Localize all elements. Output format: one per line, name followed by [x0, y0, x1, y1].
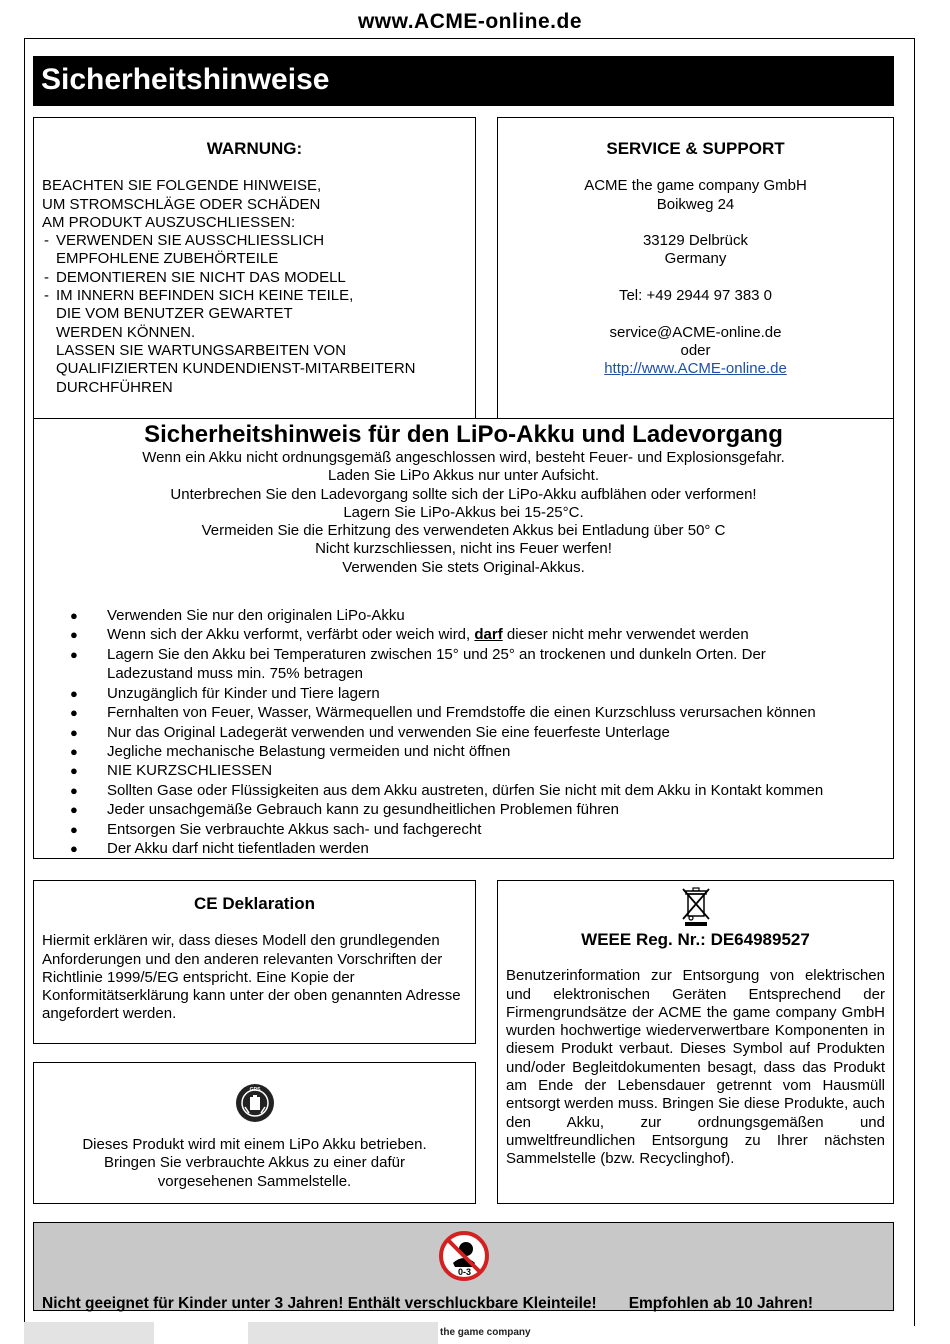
- warning-item: - VERWENDEN SIE AUSSCHLIESSLICH EMPFOHLENE ZUBEHÖRTEILE: [42, 232, 467, 269]
- weee-box: [497, 880, 894, 1204]
- warning-item-line: WERDEN KÖNNEN.: [56, 323, 196, 341]
- email[interactable]: service@ACME-online.de: [609, 323, 782, 341]
- list-item: ● Fernhalten von Feuer, Wasser, Wärmequellen und Fremdstoffe die einen Kurzschluss verursachen können: [70, 704, 816, 722]
- company-name: ACME the game company GmbH: [584, 177, 807, 195]
- list-item-text: Jeder unsachgemäße Gebrauch kann zu gesundheitlichen Problemen führen: [107, 801, 619, 819]
- svg-text:GRS: GRS: [249, 1087, 260, 1093]
- list-item-text: Fernhalten von Feuer, Wasser, Wärmequellen und Fremdstoffe die einen Kurzschluss verursachen können: [107, 704, 816, 722]
- list-item-text: Wenn sich der Akku verformt, verfärbt oder weich wird,: [107, 626, 475, 644]
- emphasis-word: darf: [474, 626, 503, 644]
- list-item: ● Jegliche mechanische Belastung vermeiden und nicht öffnen: [70, 742, 511, 760]
- list-item-text: Der Akku darf nicht tiefentladen werden: [107, 839, 369, 857]
- warning-extra-line: DURCHFÜHREN: [56, 378, 173, 396]
- warning-extra-line: LASSEN SIE WARTUNGSARBEITEN VON: [56, 341, 347, 359]
- recommended-age: Empfohlen ab 10 Jahren!: [628, 1295, 814, 1312]
- service-box: [497, 117, 894, 419]
- list-item-text: dieser nicht mehr verwendet werden: [502, 626, 749, 644]
- list-item-text: Ladezustand muss min. 75% betragen: [107, 665, 363, 683]
- lipo-line: Wenn ein Akku nicht ordnungsgemäß angeschlossen wird, besteht Feuer- und Explosionsgefahr.: [142, 449, 785, 466]
- warning-item-line: IM INNERN BEFINDEN SICH KEINE TEILE,: [56, 287, 354, 305]
- recycle-line: Bringen Sie verbrauchte Akkus zu einer dafür: [103, 1154, 405, 1172]
- warning-heading: WARNUNG:: [206, 139, 303, 158]
- lipo-line: Vermeiden Sie die Erhitzung des verwendeten Akkus bei Entladung über 50° C: [201, 522, 726, 540]
- warning-extra: [42, 342, 467, 397]
- warning-intro-line: UM STROMSCHLÄGE ODER SCHÄDEN: [42, 195, 321, 213]
- list-item-text: Lagern Sie den Akku bei Temperaturen zwischen 15° und 25° an trockenen und dunkeln Orten. Der: [107, 645, 766, 663]
- warning-item: - IM INNERN BEFINDEN SICH KEINE TEILE, DIE VOM BENUTZER GEWARTET WERDEN KÖNNEN.: [42, 287, 467, 342]
- list-item: ● Entsorgen Sie verbrauchte Akkus sach- und fachgerecht: [70, 820, 482, 838]
- footer-text: the game company: [440, 1327, 531, 1338]
- country: Germany: [664, 250, 727, 268]
- ce-heading: CE Deklaration: [194, 894, 315, 913]
- list-item: ● Sollten Gase oder Flüssigkeiten aus dem Akku austreten, dürfen Sie nicht mit dem Akku in Kontakt kommen: [70, 781, 824, 799]
- list-item-text: Jegliche mechanische Belastung vermeiden und nicht öffnen: [107, 742, 511, 760]
- lipo-line: Lagern Sie LiPo-Akkus bei 15-25°C.: [343, 503, 584, 521]
- footer-bar: [24, 1322, 154, 1344]
- lipo-line: Nicht kurzschliessen, nicht ins Feuer werfen!: [315, 540, 612, 558]
- recycle-line: vorgesehenen Sammelstelle.: [157, 1172, 352, 1190]
- warning-list: [42, 232, 467, 342]
- lipo-line: Verwenden Sie stets Original-Akkus.: [342, 558, 585, 576]
- footer-bar: [248, 1322, 438, 1344]
- recycle-text: [42, 1136, 467, 1191]
- warning-item-line: VERWENDEN SIE AUSSCHLIESSLICH: [56, 232, 325, 250]
- warning-intro-line: AM PRODUKT AUSZUSCHLIESSEN:: [42, 213, 296, 231]
- lipo-line: Laden Sie LiPo Akkus nur unter Aufsicht.: [327, 467, 599, 485]
- list-item-text: NIE KURZSCHLIESSEN: [107, 762, 273, 780]
- lipo-box: [33, 418, 894, 859]
- list-item-text: Unzugänglich für Kinder und Tiere lagern: [107, 684, 380, 702]
- warning-intro: [42, 177, 467, 232]
- site-url: www.ACME-online.de: [357, 10, 583, 33]
- grs-battery-recycling-icon: [234, 1083, 276, 1123]
- service-address: [504, 177, 887, 378]
- lipo-heading: Sicherheitshinweis für den LiPo-Akku und Ladevorgang: [144, 421, 783, 448]
- warning-extra-line: QUALIFIZIERTEN KUNDENDIENST-MITARBEITERN: [56, 360, 416, 378]
- svg-text:0-3: 0-3: [457, 1267, 471, 1277]
- telephone: Tel: +49 2944 97 383 0: [618, 287, 773, 305]
- page-title: Sicherheitshinweise: [33, 56, 894, 106]
- ce-text: Hiermit erklären wir, dass dieses Modell den grundlegenden Anforderungen und den anderen relevanten Vorschriften der Richtlinie 1999/5/EG entspricht. Eine Kopie der Konformitätserklärung kann unter der oben genannten Adresse angefordert werden.: [42, 932, 461, 1023]
- warning-item-line: EMPFOHLENE ZUBEHÖRTEILE: [56, 250, 279, 268]
- warning-intro-line: BEACHTEN SIE FOLGENDE HINWEISE,: [42, 177, 322, 195]
- list-item-text: Verwenden Sie nur den originalen LiPo-Akku: [107, 607, 405, 625]
- list-item-text: Sollten Gase oder Flüssigkeiten aus dem Akku austreten, dürfen Sie nicht mit dem Akku in Kontakt kommen: [107, 781, 824, 799]
- warning-box: [33, 117, 476, 419]
- list-item-text: Nur das Original Ladegerät verwenden und verwenden Sie eine feuerfeste Unterlage: [107, 723, 670, 741]
- list-item: ● Wenn sich der Akku verformt, verfärbt oder weich wird, darf dieser nicht mehr verwendet werden: [70, 626, 749, 644]
- ce-declaration-box: [33, 880, 476, 1044]
- website-link[interactable]: http://www.ACME-online.de: [604, 360, 787, 378]
- list-item: ● Unzugänglich für Kinder und Tiere lagern: [70, 684, 380, 702]
- age-warning-text: [42, 1295, 813, 1313]
- or-text: oder: [680, 341, 711, 359]
- list-item: ● NIE KURZSCHLIESSEN: [70, 762, 273, 780]
- weee-text: Benutzerinformation zur Entsorgung von elektrischen und elektronischen Geräten Entsprechend der Firmengrundsätze der ACME the game company GmbH wurden hochwertige wiederverwertbare Komponenten in diesem Produkt verbaut. Dieses Symbol auf Produkten und/oder Begleitdokumenten besagt, dass das Produkt am Ende der Lebensdauer getrennt vom Hausmüll entsorgt werden muss. Bringen Sie diese Produkte, auch den Akku, zur ordnungsgemäßen und umweltfreundlichen Entsorgung zu Ihrer nächsten Sammelstelle (bzw. Recyclinghof).: [506, 967, 885, 1168]
- age-warning-banner: [33, 1222, 894, 1311]
- service-heading: SERVICE & SUPPORT: [606, 139, 785, 158]
- crossed-bin-icon: [679, 885, 713, 927]
- weee-heading: WEEE Reg. Nr.: DE64989527: [581, 930, 810, 949]
- lipo-intro: [42, 449, 885, 577]
- recycle-line: Dieses Produkt wird mit einem LiPo Akku betrieben.: [82, 1136, 427, 1153]
- city: 33129 Delbrück: [642, 232, 749, 250]
- battery-recycle-box: [33, 1062, 476, 1204]
- list-item: ● Jeder unsachgemäße Gebrauch kann zu gesundheitlichen Problemen führen: [70, 801, 619, 819]
- not-for-under-3-icon: [439, 1231, 489, 1281]
- warning-item-line: DIE VOM BENUTZER GEWARTET: [56, 305, 293, 323]
- warning-item-line: DEMONTIEREN SIE NICHT DAS MODELL: [56, 268, 346, 286]
- warning-item: - DEMONTIEREN SIE NICHT DAS MODELL: [42, 269, 467, 287]
- street: Boikweg 24: [656, 195, 735, 213]
- lipo-bullet-list: [42, 606, 885, 858]
- list-item-text: Entsorgen Sie verbrauchte Akkus sach- und fachgerecht: [107, 820, 482, 838]
- lipo-line: Unterbrechen Sie den Ladevorgang sollte sich der LiPo-Akku aufblähen oder verformen!: [170, 485, 757, 503]
- list-item: ● Der Akku darf nicht tiefentladen werden: [70, 839, 369, 857]
- list-item: ● Nur das Original Ladegerät verwenden und verwenden Sie eine feuerfeste Unterlage: [70, 723, 670, 741]
- choking-warning: Nicht geeignet für Kinder unter 3 Jahren! Enthält verschluckbare Kleinteile!: [42, 1295, 597, 1312]
- list-item: ● Verwenden Sie nur den originalen LiPo-Akku: [70, 607, 405, 625]
- list-item: ● Lagern Sie den Akku bei Temperaturen zwischen 15° und 25° an trockenen und dunkeln Orten. Der Ladezustand muss min. 75% betragen: [70, 645, 885, 684]
